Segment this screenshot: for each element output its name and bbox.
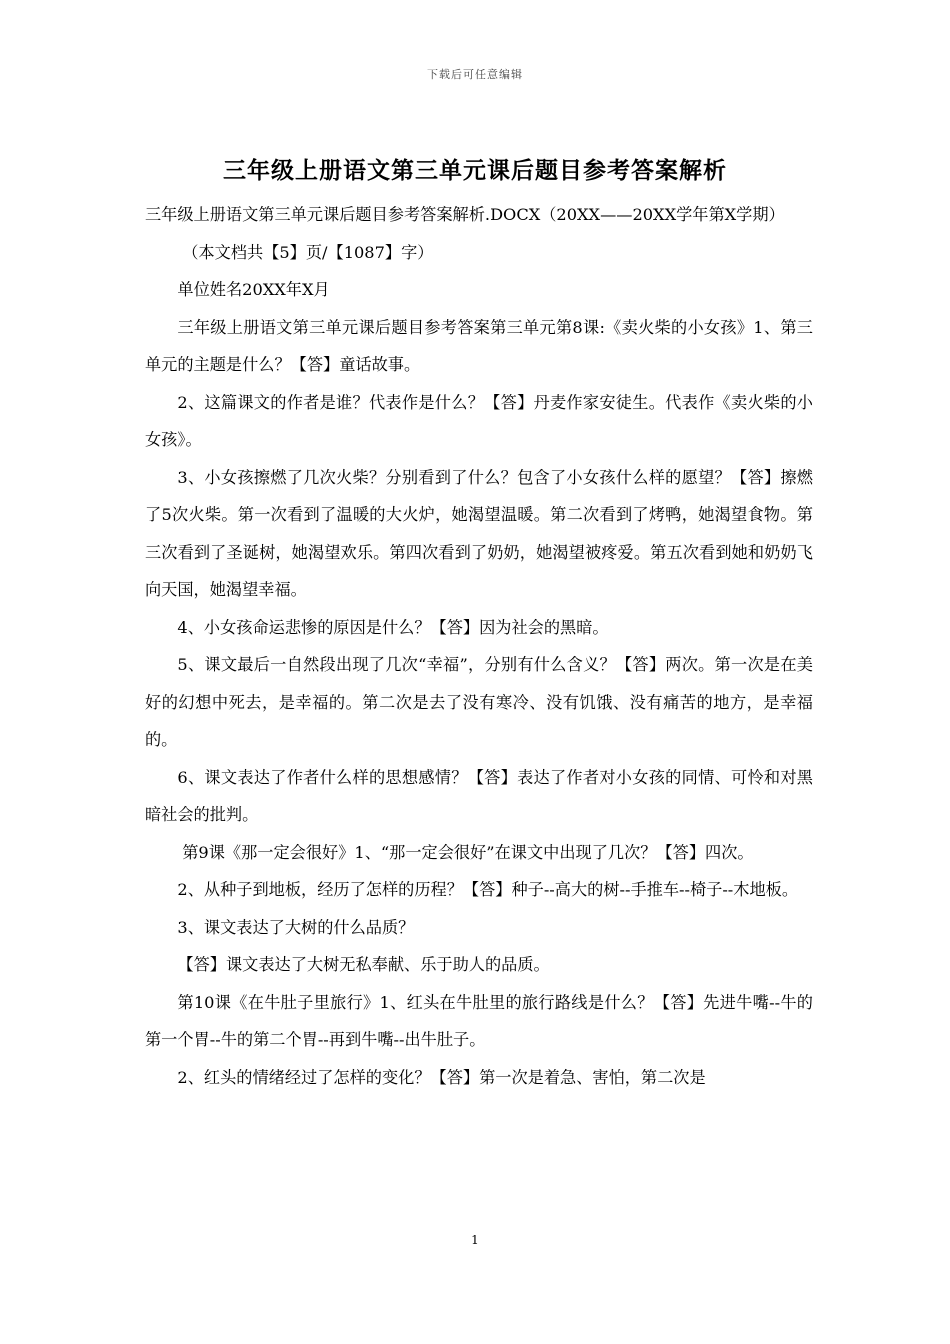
- page-header: 下载后可任意编辑: [427, 68, 523, 81]
- document-body: [145, 196, 813, 1096]
- paragraph-author-date: 单位姓名20XX年X月: [177, 280, 330, 299]
- page-number: 1: [471, 1233, 479, 1247]
- paragraph: 3、课文表达了大树的什么品质？: [177, 917, 415, 937]
- document-title: 三年级上册语文第三单元课后题目参考答案解析: [223, 157, 727, 184]
- paragraph: 3、小女孩擦燃了几次火柴？分别看到了什么？包含了小女孩什么样的愿望？【答】擦燃了5次火柴。第一次看到了温暖的大火炉，她渴望温暖。第二次看到了烤鸭，她渴望食物。第三次看到了圣诞树，她渴望欢乐。第四次看到了奶奶，她渴望被疼爱。第五次看到她和奶奶飞向天国，她渴望幸福。: [145, 467, 813, 599]
- paragraph: 2、红头的情绪经过了怎样的变化？【答】第一次是着急、害怕，第二次是: [177, 1067, 706, 1087]
- paragraph: 第10课《在牛肚子里旅行》1、红头在牛肚里的旅行路线是什么？【答】先进牛嘴--牛的第一个胃--牛的第二个胃--再到牛嘴--出牛肚子。: [145, 992, 813, 1049]
- paragraph: 【答】课文表达了大树无私奉献、乐于助人的品质。: [177, 955, 550, 974]
- paragraph: 三年级上册语文第三单元课后题目参考答案第三单元第8课:《卖火柴的小女孩》1、第三单元的主题是什么？【答】童话故事。: [145, 317, 813, 374]
- paragraph: 2、这篇课文的作者是谁？代表作是什么？【答】丹麦作家安徒生。代表作《卖火柴的小女孩》。: [145, 392, 813, 449]
- paragraph-page-count: （本文档共【5】页/【1087】字）: [182, 242, 434, 262]
- paragraph: 第9课《那一定会很好》1、“那一定会很好”在课文中出现了几次？【答】四次。: [182, 842, 754, 862]
- paragraph: 6、课文表达了作者什么样的思想感情？【答】表达了作者对小女孩的同情、可怜和对黑暗社会的批判。: [145, 767, 813, 824]
- paragraph: 5、课文最后一自然段出现了几次“幸福”，分别有什么含义？【答】两次。第一次是在美好的幻想中死去，是幸福的。第二次是去了没有寒冷、没有饥饿、没有痛苦的地方，是幸福的。: [145, 655, 813, 749]
- paragraph-filename: 三年级上册语文第三单元课后题目参考答案解析.DOCX（20XX——20XX学年第X学期）: [145, 205, 785, 224]
- paragraph: 4、小女孩命运悲惨的原因是什么？【答】因为社会的黑暗。: [177, 617, 609, 637]
- paragraph: 2、从种子到地板，经历了怎样的历程？【答】种子--高大的树--手推车--椅子--木地板。: [177, 880, 799, 899]
